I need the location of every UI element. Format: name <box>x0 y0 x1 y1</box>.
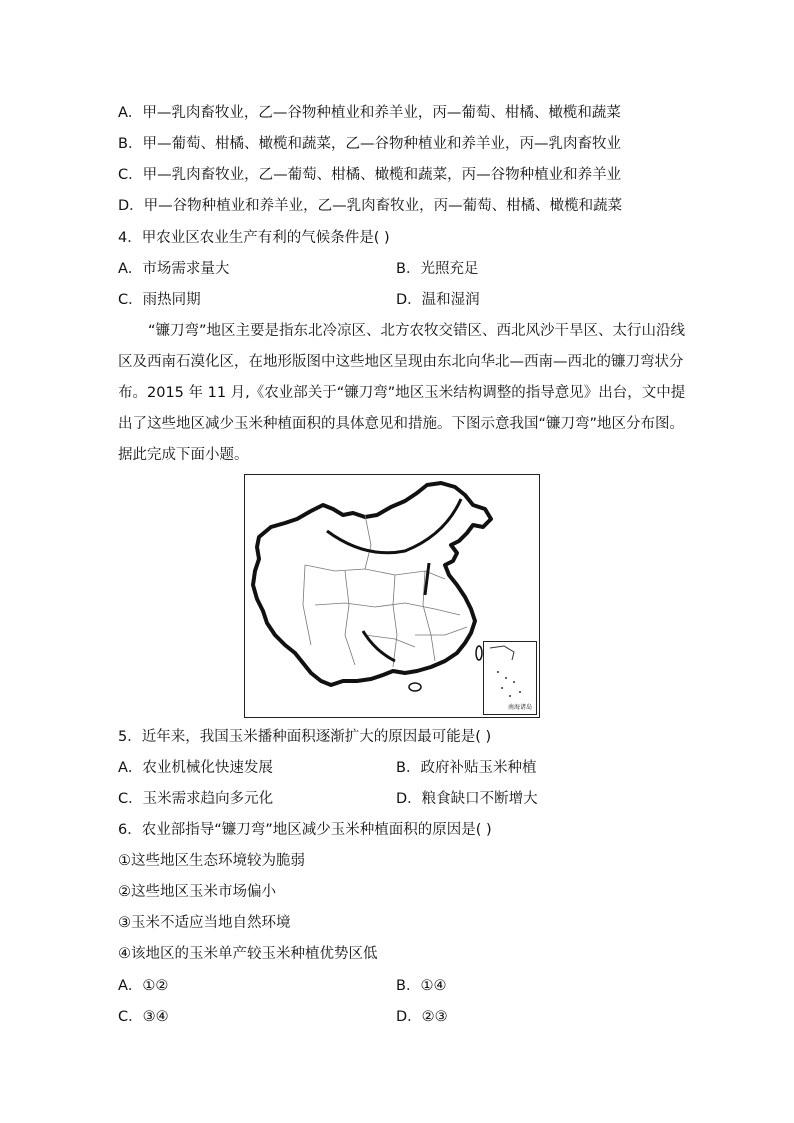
q6-option-b: B．①④ <box>396 978 447 994</box>
q5-option-c: C．玉米需求趋向多元化 <box>118 791 274 807</box>
q4-option-d: D．温和湿润 <box>396 292 480 308</box>
inset-label: 南海诸岛 <box>507 704 532 711</box>
q5-stem: 5．近年来，我国玉米播种面积逐渐扩大的原因最可能是( ) <box>118 729 492 745</box>
sickle-region-map <box>244 474 540 718</box>
q5-option-d: D．粮食缺口不断增大 <box>396 791 538 807</box>
q4-option-b: B．光照充足 <box>396 261 479 277</box>
passage-line-5: 据此完成下面小题。 <box>118 447 249 463</box>
q6-option-c: C．③④ <box>118 1009 169 1025</box>
q6-item-4: ④该地区的玉米单产较玉米种植优势区低 <box>118 946 378 962</box>
q6-stem: 6．农业部指导“镰刀弯”地区减少玉米种植面积的原因是( ) <box>118 822 492 838</box>
q3-option-c: C．甲—乳肉畜牧业，乙—葡萄、柑橘、橄榄和蔬菜，丙—谷物种植业和养羊业 <box>118 167 622 183</box>
q3-option-d: D．甲—谷物种植业和养羊业，乙—乳肉畜牧业，丙—葡萄、柑橘、橄榄和蔬菜 <box>118 198 623 214</box>
q6-option-d: D．②③ <box>396 1009 448 1025</box>
south-china-sea-inset <box>483 641 537 715</box>
q3-option-a: A．甲—乳肉畜牧业，乙—谷物种植业和养羊业，丙—葡萄、柑橘、橄榄和蔬菜 <box>118 105 621 121</box>
q6-item-2: ②这些地区玉米市场偏小 <box>118 884 276 900</box>
passage-line-2: 区及西南石漠化区，在地形版图中这些地区呈现由东北向华北—西南—西北的镰刀弯状分 <box>118 354 684 370</box>
q5-option-b: B．政府补贴玉米种植 <box>396 760 537 776</box>
passage-line-1: “镰刀弯”地区主要是指东北冷凉区、北方农牧交错区、西北风沙干旱区、太行山沿线 <box>148 323 686 339</box>
q4-option-c: C．雨热同期 <box>118 292 201 308</box>
passage-line-4: 出了这些地区减少玉米种植面积的具体意见和措施。下图示意我国“镰刀弯”地区分布图。 <box>118 416 685 432</box>
passage-line-3: 布。2015 年 11 月,《农业部关于“镰刀弯”地区玉米结构调整的指导意见》出台，文中提 <box>118 385 686 401</box>
q6-item-3: ③玉米不适应当地自然环境 <box>118 915 291 931</box>
q3-option-b: B．甲—葡萄、柑橘、橄榄和蔬菜，乙—谷物种植业和养羊业，丙—乳肉畜牧业 <box>118 136 621 152</box>
q4-stem: 4．甲农业区农业生产有利的气候条件是( ) <box>118 230 390 246</box>
q6-option-a: A．①② <box>118 978 169 994</box>
q5-option-a: A．农业机械化快速发展 <box>118 760 273 776</box>
q4-option-a: A．市场需求量大 <box>118 261 230 277</box>
q6-item-1: ①这些地区生态环境较为脆弱 <box>118 853 305 869</box>
